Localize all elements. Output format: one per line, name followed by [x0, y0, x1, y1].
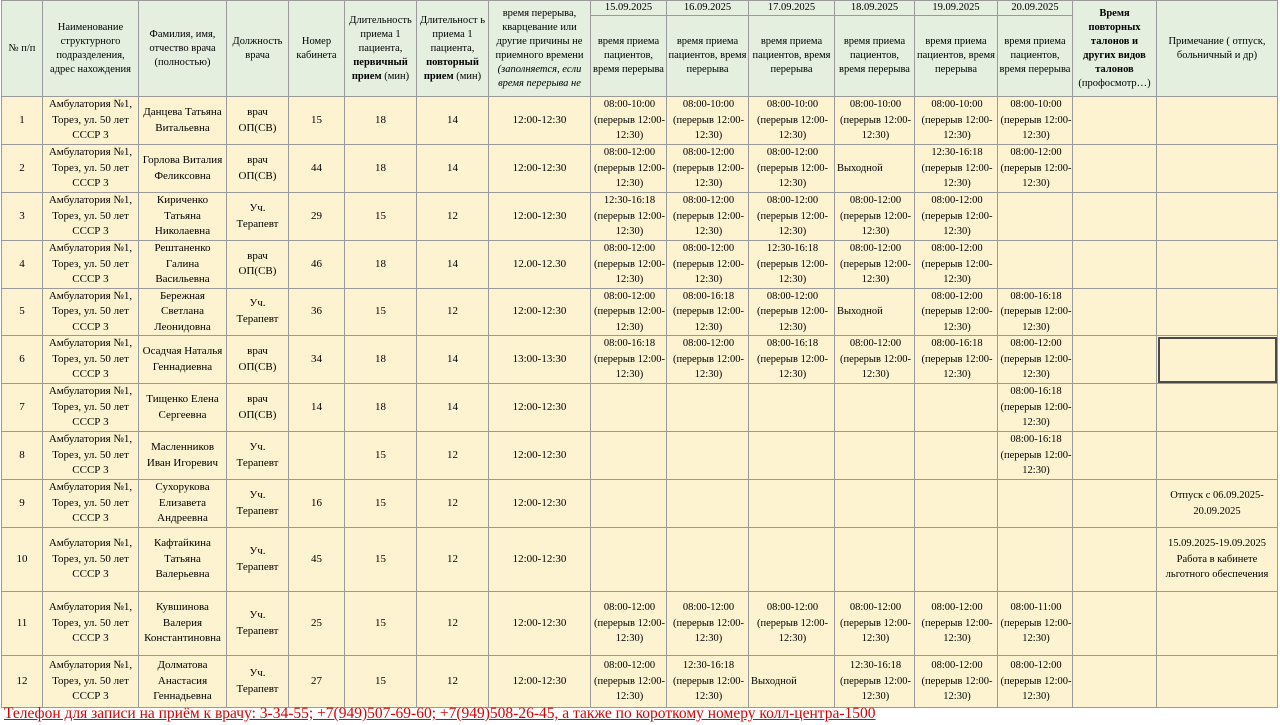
table-row	[2, 432, 1278, 480]
cell-break[interactable]: 12:00-12:30	[489, 97, 591, 145]
cell-day-text: 08:00-16:18 (перерыв 12:00-12:30)	[673, 290, 744, 333]
cell-day-schedule[interactable]	[667, 432, 749, 480]
cell-day-text: 08:00-12:00 (перерыв 12:00-12:30)	[673, 338, 744, 381]
header-repeat	[417, 1, 489, 97]
cell-day-text: 08:00-10:00 (перерыв 12:00-12:30)	[673, 99, 744, 142]
cell-position[interactable]: врач ОП(СВ)	[227, 384, 289, 432]
cell-day-text: 08:00-12:00 (перерыв 12:00-12:30)	[673, 243, 744, 285]
cell-day-schedule[interactable]	[667, 336, 749, 384]
cell-repeat[interactable]: 12	[417, 432, 489, 480]
cell-repeat[interactable]: 12	[417, 288, 489, 336]
cell-day-schedule[interactable]	[591, 336, 667, 384]
cell-day-text: 08:00-16:18 (перерыв 12:00-12:30)	[594, 338, 665, 381]
cell-note[interactable]	[1157, 656, 1278, 708]
cell-day-schedule[interactable]	[998, 480, 1073, 528]
cell-repeat[interactable]: 12	[417, 193, 489, 241]
cell-day-schedule[interactable]	[835, 384, 915, 432]
cell-num[interactable]: 1	[2, 97, 43, 145]
cell-division[interactable]: Амбулатория №1, Торез, ул. 50 лет СССР 3	[43, 145, 139, 193]
cell-day-text: 08:00-16:18 (перерыв 12:00-12:30)	[1000, 434, 1072, 477]
cell-day-text: 08:00-12:00 (перерыв 12:00-12:30)	[757, 195, 828, 238]
cell-repeat[interactable]: 14	[417, 384, 489, 432]
cell-break[interactable]: 12.00-12.30	[489, 241, 591, 289]
cell-day-text: 12:30-16:18 (перерыв 12:00-12:30)	[673, 660, 744, 703]
header-primary-unit: (мин)	[384, 70, 410, 82]
cell-note-selected[interactable]	[1157, 336, 1278, 384]
header-day-sub: время приема пациентов, время перерыва	[915, 16, 998, 97]
cell-repeat[interactable]: 12	[417, 592, 489, 656]
cell-num[interactable]: 6	[2, 336, 43, 384]
cell-day-schedule[interactable]	[667, 528, 749, 592]
header-day-sub: время приема пациентов, время перерыва	[749, 16, 835, 97]
cell-fio[interactable]: Сухорукова Елизавета Андреевна	[139, 480, 227, 528]
cell-day-text: 08:00-16:18 (перерыв 12:00-12:30)	[1000, 290, 1072, 333]
table-row	[2, 336, 1278, 384]
cell-num[interactable]: 3	[2, 193, 43, 241]
header-primary-bold: первичный прием	[351, 56, 408, 82]
cell-day-schedule[interactable]	[591, 384, 667, 432]
cell-day-text: 08:00-12:00 (перерыв 12:00-12:30)	[840, 602, 911, 645]
cell-day-text: 08:00-10:00 (перерыв 12:00-12:30)	[594, 99, 665, 142]
header-position: Должность врача	[227, 1, 289, 97]
cell-day-schedule[interactable]	[835, 145, 915, 193]
cell-day-text: 08:00-16:18 (перерыв 12:00-12:30)	[1000, 386, 1072, 429]
cell-day-text: 08:00-12:00 (перерыв 12:00-12:30)	[921, 243, 993, 285]
cell-break[interactable]: 12:00-12:30	[489, 480, 591, 528]
cell-day-schedule[interactable]	[667, 193, 749, 241]
cell-day-text: 12:30-16:18 (перерыв 12:00-12:30)	[594, 195, 665, 238]
cell-num[interactable]: 12	[2, 656, 43, 708]
cell-day-schedule[interactable]	[591, 193, 667, 241]
cell-primary[interactable]: 15	[345, 592, 417, 656]
cell-day-schedule[interactable]	[749, 480, 835, 528]
cell-day-schedule[interactable]	[998, 336, 1073, 384]
cell-primary[interactable]: 15	[345, 480, 417, 528]
cell-day-schedule[interactable]	[998, 288, 1073, 336]
cell-day-schedule[interactable]	[749, 528, 835, 592]
cell-day-text: 08:00-16:18 (перерыв 12:00-12:30)	[921, 338, 993, 381]
cell-day-text: 08:00-10:00 (перерыв 12:00-12:30)	[757, 99, 828, 142]
cell-day-schedule[interactable]	[591, 656, 667, 708]
cell-day-schedule[interactable]	[591, 241, 667, 289]
table-row	[2, 384, 1278, 432]
cell-day-text: 08:00-12:00 (перерыв 12:00-12:30)	[594, 243, 665, 285]
cell-day-schedule[interactable]	[835, 241, 915, 289]
cell-fio[interactable]: Кириченко Татьяна Николаевна	[139, 193, 227, 241]
cell-num[interactable]: 9	[2, 480, 43, 528]
cell-day-schedule[interactable]	[591, 592, 667, 656]
cell-repeat-tickets[interactable]	[1073, 432, 1157, 480]
cell-day-text: 12:30-16:18 (перерыв 12:00-12:30)	[921, 147, 993, 190]
cell-repeat-tickets[interactable]	[1073, 145, 1157, 193]
table-body	[2, 97, 1278, 708]
cell-cabinet[interactable]: 27	[289, 656, 345, 708]
table-row	[2, 97, 1278, 145]
cell-repeat-tickets[interactable]	[1073, 656, 1157, 708]
cell-division[interactable]: Амбулатория №1, Торез, ул. 50 лет СССР 3	[43, 480, 139, 528]
cell-day-text: 08:00-12:00 (перерыв 12:00-12:30)	[757, 147, 828, 190]
cell-cabinet[interactable]: 36	[289, 288, 345, 336]
footer-phone-text: Телефон для записи на приём к врачу: 3-34-55; +7(949)507-69-60; +7(949)508-26-45, а также по короткому номеру колл-центра-1500	[4, 705, 876, 722]
cell-day-text: 08:00-12:00 (перерыв 12:00-12:30)	[840, 195, 911, 238]
cell-break[interactable]: 12:00-12:30	[489, 592, 591, 656]
cell-cabinet[interactable]: 46	[289, 241, 345, 289]
cell-day-schedule[interactable]	[591, 432, 667, 480]
table-header	[2, 1, 1278, 97]
cell-day-text: 08:00-11:00 (перерыв 12:00-12:30)	[1000, 602, 1072, 645]
cell-day-schedule[interactable]	[749, 288, 835, 336]
cell-day-schedule[interactable]	[915, 480, 998, 528]
cell-primary[interactable]: 18	[345, 336, 417, 384]
cell-day-schedule[interactable]	[915, 656, 998, 708]
cell-day-schedule[interactable]	[591, 288, 667, 336]
cell-day-text: 08:00-12:00 (перерыв 12:00-12:30)	[757, 290, 828, 333]
cell-day-text: 08:00-12:00 (перерыв 12:00-12:30)	[673, 195, 744, 238]
header-date: 20.09.2025	[998, 1, 1073, 16]
cell-day-schedule[interactable]	[915, 145, 998, 193]
cell-day-schedule[interactable]	[749, 241, 835, 289]
cell-cabinet[interactable]	[289, 432, 345, 480]
cell-day-schedule[interactable]	[835, 528, 915, 592]
cell-day-text: 08:00-12:00 (перерыв 12:00-12:30)	[840, 243, 911, 285]
cell-fio[interactable]: Кафтайкина Татьяна Валерьевна	[139, 528, 227, 592]
cell-day-schedule[interactable]	[998, 193, 1073, 241]
cell-position[interactable]: Уч. Терапевт	[227, 480, 289, 528]
cell-day-schedule[interactable]	[835, 592, 915, 656]
cell-num[interactable]: 7	[2, 384, 43, 432]
cell-day-schedule[interactable]	[667, 656, 749, 708]
cell-day-schedule[interactable]	[835, 432, 915, 480]
cell-break[interactable]: 13:00-13:30	[489, 336, 591, 384]
cell-day-schedule[interactable]	[835, 97, 915, 145]
cell-break[interactable]: 12:00-12:30	[489, 656, 591, 708]
header-date: 17.09.2025	[749, 1, 835, 16]
cell-day-text: Выходной	[837, 306, 883, 317]
cell-num[interactable]: 4	[2, 241, 43, 289]
cell-division[interactable]: Амбулатория №1, Торез, ул. 50 лет СССР 3	[43, 592, 139, 656]
cell-repeat[interactable]: 12	[417, 528, 489, 592]
cell-day-schedule[interactable]	[667, 145, 749, 193]
cell-day-text: 08:00-10:00 (перерыв 12:00-12:30)	[840, 99, 911, 142]
cell-num[interactable]: 10	[2, 528, 43, 592]
table-row	[2, 288, 1278, 336]
cell-note[interactable]	[1157, 592, 1278, 656]
cell-day-schedule[interactable]	[749, 432, 835, 480]
cell-day-schedule[interactable]	[998, 528, 1073, 592]
cell-day-schedule[interactable]	[835, 193, 915, 241]
cell-repeat[interactable]: 14	[417, 241, 489, 289]
header-day-sub: время приема пациентов, время перерыва	[998, 16, 1073, 97]
cell-division[interactable]: Амбулатория №1, Торез, ул. 50 лет СССР 3	[43, 288, 139, 336]
cell-day-text: 08:00-12:00 (перерыв 12:00-12:30)	[921, 290, 993, 333]
header-repeat-bold: повторный прием	[423, 56, 479, 82]
cell-cabinet[interactable]: 34	[289, 336, 345, 384]
cell-break[interactable]: 12:00-12:30	[489, 288, 591, 336]
cell-cabinet[interactable]: 44	[289, 145, 345, 193]
cell-primary[interactable]: 15	[345, 193, 417, 241]
cell-fio[interactable]: Тищенко Елена Сергеевна	[139, 384, 227, 432]
cell-division[interactable]: Амбулатория №1, Торез, ул. 50 лет СССР 3	[43, 97, 139, 145]
cell-day-schedule[interactable]	[835, 656, 915, 708]
cell-primary[interactable]: 18	[345, 384, 417, 432]
cell-day-text: 08:00-12:00 (перерыв 12:00-12:30)	[1000, 338, 1072, 381]
header-primary-text: Длительность приема 1 пациента,	[349, 14, 412, 54]
cell-break[interactable]: 12:00-12:30	[489, 145, 591, 193]
header-break	[489, 1, 591, 97]
cell-note[interactable]	[1157, 241, 1278, 289]
cell-day-text: 08:00-16:18 (перерыв 12:00-12:30)	[757, 338, 828, 381]
header-day-sub: время приема пациентов, время перерыва	[667, 16, 749, 97]
cell-division[interactable]: Амбулатория №1, Торез, ул. 50 лет СССР 3	[43, 336, 139, 384]
cell-day-schedule[interactable]	[915, 288, 998, 336]
cell-note[interactable]	[1157, 97, 1278, 145]
cell-day-schedule[interactable]	[998, 592, 1073, 656]
cell-repeat[interactable]: 14	[417, 97, 489, 145]
cell-day-text: 08:00-12:00 (перерыв 12:00-12:30)	[757, 602, 828, 645]
cell-day-schedule[interactable]	[835, 336, 915, 384]
cell-repeat-tickets[interactable]	[1073, 336, 1157, 384]
cell-position[interactable]: врач ОП(СВ)	[227, 241, 289, 289]
cell-fio[interactable]: Рештаненко Галина Васильевна	[139, 241, 227, 289]
cell-day-schedule[interactable]	[915, 241, 998, 289]
cell-position[interactable]: Уч. Терапевт	[227, 288, 289, 336]
cell-fio[interactable]: Данцева Татьяна Витальевна	[139, 97, 227, 145]
table-row	[2, 656, 1278, 708]
header-date: 15.09.2025	[591, 1, 667, 16]
cell-repeat-tickets[interactable]	[1073, 97, 1157, 145]
cell-note[interactable]	[1157, 193, 1278, 241]
cell-day-schedule[interactable]	[667, 241, 749, 289]
header-division: Наименование структурного подразделения, адрес нахождения	[43, 1, 139, 97]
cell-day-text: 08:00-12:00 (перерыв 12:00-12:30)	[921, 602, 993, 645]
cell-day-schedule[interactable]	[998, 97, 1073, 145]
cell-primary[interactable]: 18	[345, 97, 417, 145]
cell-day-schedule[interactable]	[835, 480, 915, 528]
cell-repeat[interactable]: 12	[417, 656, 489, 708]
table-row	[2, 592, 1278, 656]
cell-position[interactable]: врач ОП(СВ)	[227, 145, 289, 193]
cell-cabinet[interactable]: 29	[289, 193, 345, 241]
header-date: 16.09.2025	[667, 1, 749, 16]
cell-day-schedule[interactable]	[915, 336, 998, 384]
table-row	[2, 528, 1278, 592]
header-date: 18.09.2025	[835, 1, 915, 16]
cell-repeat-tickets[interactable]	[1073, 241, 1157, 289]
cell-break[interactable]: 12:00-12:30	[489, 384, 591, 432]
cell-note[interactable]: 15.09.2025-19.09.2025 Работа в кабинете льготного обеспечения	[1157, 528, 1278, 592]
cell-day-text: 08:00-10:00 (перерыв 12:00-12:30)	[1000, 99, 1072, 142]
cell-position[interactable]: Уч. Терапевт	[227, 528, 289, 592]
cell-repeat-tickets[interactable]	[1073, 480, 1157, 528]
header-num: № п/п	[2, 1, 43, 97]
cell-day-text: 12:30-16:18 (перерыв 12:00-12:30)	[757, 243, 828, 285]
header-break-italic: (заполняется, если время перерыва не	[497, 63, 582, 89]
table-row	[2, 145, 1278, 193]
cell-repeat[interactable]: 14	[417, 336, 489, 384]
header-repeat-text: Длительност ь приема 1 пациента,	[419, 14, 486, 54]
header-day-sub: время приема пациентов, время перерыва	[591, 16, 667, 97]
cell-day-schedule[interactable]	[749, 97, 835, 145]
cell-fio[interactable]: Масленников Иван Игоревич	[139, 432, 227, 480]
header-cabinet: Номер кабинета	[289, 1, 345, 97]
cell-note[interactable]	[1157, 145, 1278, 193]
cell-cabinet[interactable]: 25	[289, 592, 345, 656]
cell-day-text: 08:00-12:00 (перерыв 12:00-12:30)	[1000, 147, 1072, 190]
cell-day-text: 12:30-16:18 (перерыв 12:00-12:30)	[840, 660, 911, 703]
cell-day-schedule[interactable]	[915, 97, 998, 145]
cell-day-text: 08:00-12:00 (перерыв 12:00-12:30)	[594, 602, 665, 645]
header-repeat-unit: (мин)	[456, 70, 482, 82]
cell-division[interactable]: Амбулатория №1, Торез, ул. 50 лет СССР 3	[43, 384, 139, 432]
cell-day-schedule[interactable]	[591, 480, 667, 528]
cell-break[interactable]: 12:00-12:30	[489, 528, 591, 592]
cell-day-schedule[interactable]	[915, 193, 998, 241]
cell-note[interactable]: Отпуск с 06.09.2025-20.09.2025	[1157, 480, 1278, 528]
cell-day-text: 08:00-12:00 (перерыв 12:00-12:30)	[1000, 660, 1072, 703]
table-row	[2, 480, 1278, 528]
cell-day-schedule[interactable]	[591, 528, 667, 592]
cell-day-text: 08:00-12:00 (перерыв 12:00-12:30)	[594, 660, 665, 703]
cell-cabinet[interactable]: 15	[289, 97, 345, 145]
table-row	[2, 193, 1278, 241]
cell-day-schedule[interactable]	[667, 480, 749, 528]
cell-division[interactable]: Амбулатория №1, Торез, ул. 50 лет СССР 3	[43, 432, 139, 480]
cell-day-schedule[interactable]	[749, 384, 835, 432]
cell-break[interactable]: 12:00-12:30	[489, 432, 591, 480]
cell-day-schedule[interactable]	[749, 656, 835, 708]
cell-cabinet[interactable]: 16	[289, 480, 345, 528]
cell-repeat[interactable]: 14	[417, 145, 489, 193]
cell-day-schedule[interactable]	[591, 97, 667, 145]
cell-day-text: 08:00-10:00 (перерыв 12:00-12:30)	[921, 99, 993, 142]
cell-note[interactable]	[1157, 384, 1278, 432]
cell-repeat[interactable]: 12	[417, 480, 489, 528]
cell-day-schedule[interactable]	[998, 145, 1073, 193]
cell-day-text: 08:00-12:00 (перерыв 12:00-12:30)	[921, 660, 993, 703]
cell-position[interactable]: Уч. Терапевт	[227, 193, 289, 241]
cell-break[interactable]: 12:00-12:30	[489, 193, 591, 241]
cell-day-schedule[interactable]	[998, 384, 1073, 432]
cell-day-text: 08:00-12:00 (перерыв 12:00-12:30)	[594, 290, 665, 333]
cell-note[interactable]	[1157, 288, 1278, 336]
cell-day-schedule[interactable]	[749, 592, 835, 656]
cell-division[interactable]: Амбулатория №1, Торез, ул. 50 лет СССР 3	[43, 656, 139, 708]
cell-day-schedule[interactable]	[915, 592, 998, 656]
cell-num[interactable]: 5	[2, 288, 43, 336]
cell-position[interactable]: Уч. Терапевт	[227, 656, 289, 708]
cell-day-schedule[interactable]	[749, 336, 835, 384]
header-repeat-tickets-bold: Время повторных талонов и других видов талонов	[1083, 7, 1146, 75]
cell-day-schedule[interactable]	[915, 528, 998, 592]
cell-primary[interactable]: 15	[345, 656, 417, 708]
cell-repeat-tickets[interactable]	[1073, 288, 1157, 336]
cell-primary[interactable]: 15	[345, 288, 417, 336]
cell-primary[interactable]: 18	[345, 145, 417, 193]
cell-repeat-tickets[interactable]	[1073, 528, 1157, 592]
schedule-table	[1, 0, 1278, 708]
header-repeat-tickets-sub: (профосмотр…)	[1078, 77, 1151, 89]
cell-day-schedule[interactable]	[749, 193, 835, 241]
cell-day-schedule[interactable]	[667, 592, 749, 656]
cell-num[interactable]: 2	[2, 145, 43, 193]
header-primary	[345, 1, 417, 97]
cell-division[interactable]: Амбулатория №1, Торез, ул. 50 лет СССР 3	[43, 241, 139, 289]
cell-day-schedule[interactable]	[998, 656, 1073, 708]
cell-day-schedule[interactable]	[915, 384, 998, 432]
header-break-text: время перерыва, кварцевание или другие причины не приемного времени	[495, 7, 584, 61]
cell-day-schedule[interactable]	[915, 432, 998, 480]
cell-primary[interactable]: 15	[345, 528, 417, 592]
cell-num[interactable]: 8	[2, 432, 43, 480]
header-fio: Фамилия, имя, отчество врача (полностью)	[139, 1, 227, 97]
cell-fio[interactable]: Долматова Анастасия Геннадьевна	[139, 656, 227, 708]
cell-repeat-tickets[interactable]	[1073, 384, 1157, 432]
cell-day-schedule[interactable]	[591, 145, 667, 193]
cell-position[interactable]: врач ОП(СВ)	[227, 336, 289, 384]
cell-day-schedule[interactable]	[998, 432, 1073, 480]
cell-position[interactable]: врач ОП(СВ)	[227, 97, 289, 145]
cell-fio[interactable]: Горлова Виталия Феликсовна	[139, 145, 227, 193]
cell-day-text: 08:00-12:00 (перерыв 12:00-12:30)	[673, 602, 744, 645]
cell-num[interactable]: 11	[2, 592, 43, 656]
cell-cabinet[interactable]: 45	[289, 528, 345, 592]
cell-day-schedule[interactable]	[667, 97, 749, 145]
cell-fio[interactable]: Кувшинова Валерия Константиновна	[139, 592, 227, 656]
cell-day-text: Выходной	[837, 162, 883, 174]
cell-day-schedule[interactable]	[667, 384, 749, 432]
cell-position[interactable]: Уч. Терапевт	[227, 432, 289, 480]
cell-division[interactable]: Амбулатория №1, Торез, ул. 50 лет СССР 3	[43, 193, 139, 241]
cell-day-schedule[interactable]	[667, 288, 749, 336]
cell-position[interactable]: Уч. Терапевт	[227, 592, 289, 656]
cell-day-schedule[interactable]	[749, 145, 835, 193]
cell-note[interactable]	[1157, 432, 1278, 480]
cell-repeat-tickets[interactable]	[1073, 193, 1157, 241]
cell-day-text: 08:00-12:00 (перерыв 12:00-12:30)	[673, 147, 744, 190]
cell-day-text: 08:00-12:00 (перерыв 12:00-12:30)	[594, 147, 665, 190]
table-row	[2, 241, 1278, 289]
header-date: 19.09.2025	[915, 1, 998, 16]
header-repeat-tickets	[1073, 1, 1157, 97]
cell-fio[interactable]: Бережная Светлана Леонидовна	[139, 288, 227, 336]
cell-repeat-tickets[interactable]	[1073, 592, 1157, 656]
cell-primary[interactable]: 18	[345, 241, 417, 289]
cell-day-schedule[interactable]	[835, 288, 915, 336]
cell-day-text: Выходной	[751, 675, 797, 687]
cell-cabinet[interactable]: 14	[289, 384, 345, 432]
header-note: Примечание ( отпуск, больничный и др)	[1157, 1, 1278, 97]
cell-primary[interactable]: 15	[345, 432, 417, 480]
cell-day-text: 08:00-12:00 (перерыв 12:00-12:30)	[840, 338, 911, 381]
header-day-sub: время приема пациентов, время перерыва	[835, 16, 915, 97]
cell-fio[interactable]: Осадчая Наталья Геннадиевна	[139, 336, 227, 384]
cell-day-text: 08:00-12:00 (перерыв 12:00-12:30)	[921, 195, 993, 238]
cell-day-schedule[interactable]	[998, 241, 1073, 289]
cell-division[interactable]: Амбулатория №1, Торез, ул. 50 лет СССР 3	[43, 528, 139, 592]
